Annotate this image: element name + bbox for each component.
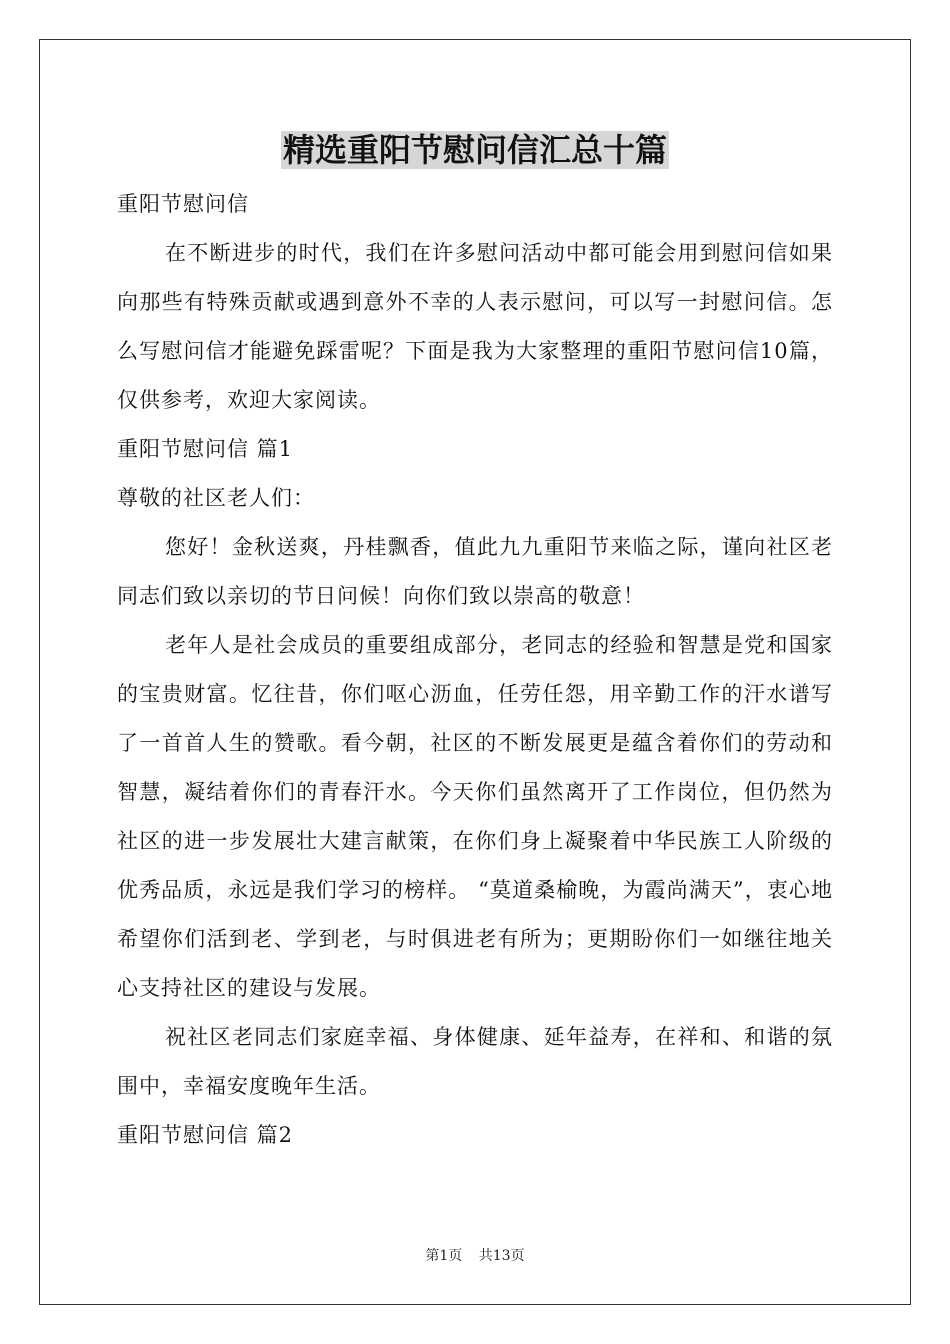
total-pages: 共13页 xyxy=(478,1248,525,1264)
title-text: 精选重阳节慰问信汇总十篇 xyxy=(282,131,667,169)
document-title xyxy=(117,126,833,174)
salutation: 尊敬的社区老人们： xyxy=(117,486,315,510)
body-paragraph: 老年人是社会成员的重要组成部分，老同志的经验和智慧是党和国家的宝贵财富。忆往昔，你们呕心沥血，任劳任怨，用辛勤工作的汗水谱写了一首首人生的赞歌。看今朝，社区的不断发展更是蕴含着你们的劳动和智慧，凝结着你们的青春汗水。今天你们虽然离开了工作岗位，但仍然为社区的进一步发展壮大建言献策，在你们身上凝聚着中华民族工人阶级的优秀品质，永远是我们学习的榜样。 “莫道桑榆晚，为霞尚满天”，衷心地希望你们活到老、学到老，与时俱进老有所为；更期盼你们一如继往地关心支持社区的建设与发展。 xyxy=(117,633,833,1000)
intro-paragraph: 在不断进步的时代，我们在许多慰问活动中都可能会用到慰问信如果向那些有特殊贡献或遇到意外不幸的人表示慰问，可以写一封慰问信。怎么写慰问信才能避免踩雷呢？下面是我为大家整理的重阳节慰问信10篇，仅供参考，欢迎大家阅读。 xyxy=(117,241,833,412)
page-number: 第1页 xyxy=(425,1248,463,1264)
body-paragraph: 您好！金秋送爽，丹桂飘香，值此九九重阳节来临之际，谨向社区老同志们致以亲切的节日问候！向你们致以崇高的敬意！ xyxy=(117,535,833,608)
document-body xyxy=(117,126,833,1160)
page-footer xyxy=(0,1246,950,1266)
intro-heading: 重阳节慰问信 xyxy=(117,192,249,216)
section-heading-1: 重阳节慰问信 篇1 xyxy=(117,437,294,461)
section-heading-2: 重阳节慰问信 篇2 xyxy=(117,1123,294,1147)
body-paragraph: 祝社区老同志们家庭幸福、身体健康、延年益寿，在祥和、和谐的氛围中，幸福安度晚年生活。 xyxy=(117,1025,833,1098)
